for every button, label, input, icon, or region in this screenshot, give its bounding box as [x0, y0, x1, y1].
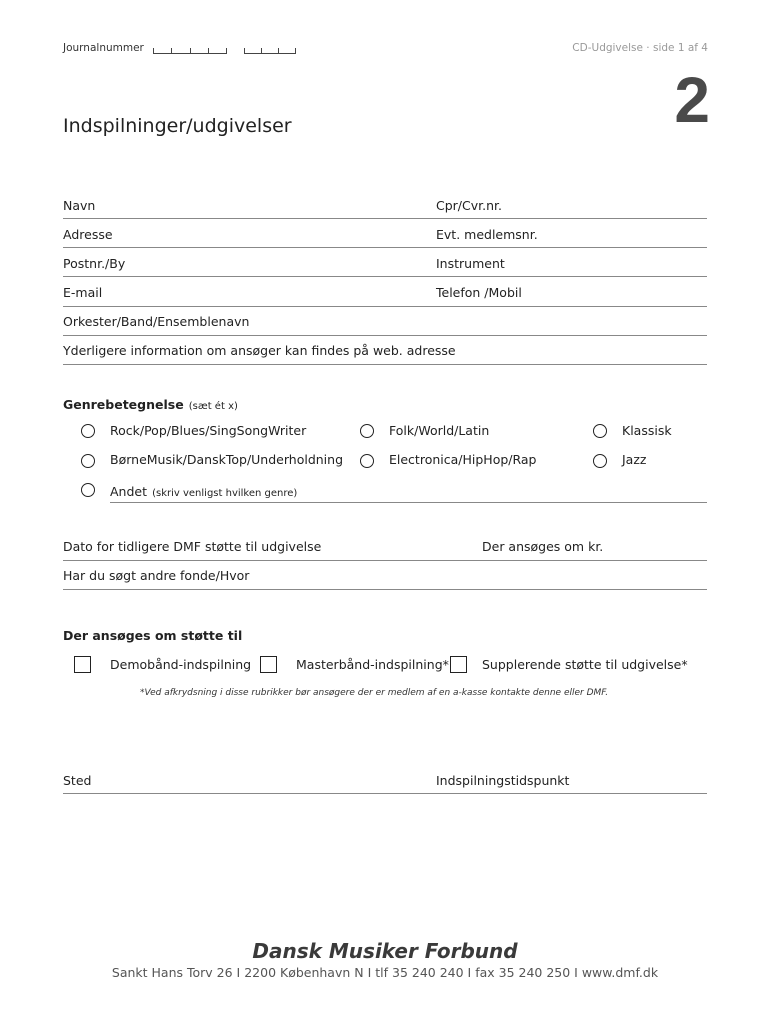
demo-checkbox[interactable] [74, 656, 91, 673]
postal-line[interactable] [63, 276, 707, 277]
genre-classical-radio[interactable] [593, 424, 607, 438]
orchestra-line[interactable] [63, 335, 707, 336]
page-reference: CD-Udgivelse · side 1 af 4 [572, 42, 708, 54]
other-funds-line[interactable] [63, 589, 707, 590]
genre-folk-label: Folk/World/Latin [389, 423, 490, 438]
genre-other-label: Andet [110, 484, 147, 499]
genre-jazz-radio[interactable] [593, 454, 607, 468]
journal-number-field-1[interactable] [153, 47, 227, 54]
apply-heading: Der ansøges om støtte til [63, 628, 243, 643]
apply-footnote: *Ved afkrydsning i disse rubrikker bør ansøgere der er medlem af en a-kasse kontakte denne eller DMF. [140, 688, 609, 698]
journal-number-field-2[interactable] [244, 47, 296, 54]
genre-classical-label: Klassisk [622, 423, 672, 438]
org-address: Sankt Hans Torv 26 I 2200 København N I tlf 35 240 240 I fax 35 240 250 I www.dmf.dk [111, 965, 659, 980]
orchestra-label: Orkester/Band/Ensemblenavn [63, 314, 250, 329]
name-label: Navn [63, 198, 96, 213]
org-name: Dansk Musiker Forbund [252, 939, 518, 963]
genre-electronica-label: Electronica/HipHop/Rap [389, 452, 537, 467]
name-cpr-line[interactable] [63, 218, 707, 219]
member-number-label: Evt. medlemsnr. [436, 227, 538, 242]
genre-other-line[interactable] [110, 502, 707, 503]
postal-label: Postnr./By [63, 256, 126, 271]
journal-number-label: Journalnummer [63, 42, 144, 54]
prev-support-line[interactable] [63, 560, 707, 561]
prev-support-date-label: Dato for tidligere DMF støtte til udgivelse [63, 539, 322, 554]
address-label: Adresse [63, 227, 113, 242]
cpr-label: Cpr/Cvr.nr. [436, 198, 502, 213]
page-title: Indspilninger/udgivelser [63, 115, 292, 137]
demo-label: Demobånd-indspilning [110, 657, 252, 672]
place-label: Sted [63, 773, 92, 788]
supplementary-label: Supplerende støtte til udgivelse* [482, 657, 688, 672]
more-info-label: Yderligere information om ansøger kan findes på web. adresse [63, 343, 456, 358]
master-checkbox[interactable] [260, 656, 277, 673]
genre-children-label: BørneMusik/DanskTop/Underholdning [110, 452, 344, 467]
genre-other-radio[interactable] [81, 483, 95, 497]
genre-rock-radio[interactable] [81, 424, 95, 438]
page-number: 2 [674, 64, 710, 136]
email-label: E-mail [63, 285, 103, 300]
genre-heading [63, 394, 238, 413]
genre-hint: (sæt ét x) [188, 401, 238, 412]
genre-heading-text: Genrebetegnelse [63, 397, 184, 412]
amount-label: Der ansøges om kr. [482, 539, 604, 554]
master-label: Masterbånd-indspilning* [296, 657, 449, 672]
genre-other [110, 481, 297, 500]
genre-rock-label: Rock/Pop/Blues/SingSongWriter [110, 423, 307, 438]
recording-time-label: Indspilningstidspunkt [436, 773, 570, 788]
genre-children-radio[interactable] [81, 454, 95, 468]
more-info-line[interactable] [63, 364, 707, 365]
genre-folk-radio[interactable] [360, 424, 374, 438]
address-line[interactable] [63, 247, 707, 248]
genre-jazz-label: Jazz [622, 452, 647, 467]
genre-electronica-radio[interactable] [360, 454, 374, 468]
other-funds-label: Har du søgt andre fonde/Hvor [63, 568, 250, 583]
place-line[interactable] [63, 793, 707, 794]
instrument-label: Instrument [436, 256, 505, 271]
phone-label: Telefon /Mobil [436, 285, 522, 300]
genre-other-hint: (skriv venligst hvilken genre) [152, 488, 298, 499]
email-line[interactable] [63, 306, 707, 307]
supplementary-checkbox[interactable] [450, 656, 467, 673]
